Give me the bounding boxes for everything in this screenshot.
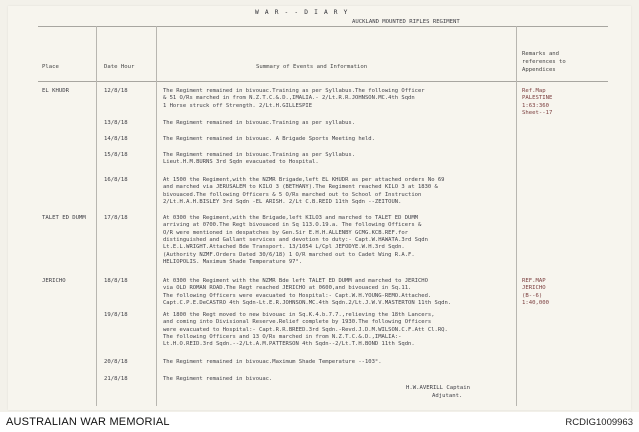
column-header-remarks-1: Remarks and: [522, 51, 560, 57]
entry-text-line: bivouaced.The following Officers & 5 O/Rs marched out to School of Instruction: [163, 191, 422, 198]
entry-date: 14/8/18: [104, 136, 128, 142]
header-rule-bottom: [38, 81, 608, 82]
column-divider-summary: [516, 26, 517, 406]
entry-text-line: Lt.E.L.WRIGHT.Attached Bde Transport. 13/1054 L/Cpl JEFODYE.W.H.3rd Sqdn.: [163, 244, 405, 251]
entry-date: 21/8/18: [104, 376, 128, 382]
entry-text-line: & 51 O/Rs marched in from N.Z.T.C.&.D.,IMALIA.- 2/Lt.R.R.JOHNSON.MC.4th Sqdn: [163, 95, 415, 102]
entry-remark: (B--6): [522, 292, 543, 299]
entry-date: 13/8/18: [104, 120, 128, 126]
entry-text-line: The Regiment remained in bivouac.: [163, 376, 273, 382]
entry-remark: 1:63:360: [522, 102, 549, 109]
entry-remark: Ref.Map: [522, 88, 546, 94]
signature-role: Adjutant.: [432, 393, 463, 399]
entry-text-line: The Regiment remained in bivouac.Maximum Shade Temperature --103°.: [163, 359, 382, 365]
entry-remark: Sheet--17: [522, 109, 553, 116]
entry-remark: PALESTINE: [522, 95, 553, 102]
entry-date: 12/8/18: [104, 88, 128, 94]
entry-text-line: via OLD ROMAN ROAD.The Regt reached JERICHO at 0600,and bivouaced in Sq.11.: [163, 285, 412, 292]
entry-text-line: At 0300 the Regiment with the NZMR Bde left TALET ED DUMM and marched to JERICHO: [163, 278, 428, 284]
entry-text-line: Lieut.H.M.BURNS 3rd Sqdn evacuated to Hospital.: [163, 159, 319, 166]
reference-id: RCDIG1009963: [565, 417, 633, 428]
entry-text-line: At 1800 the Regt moved to new bivouac in Sq.K.4.b.7.7.,relieving the 18th Lancers,: [163, 312, 435, 318]
entry-text-line: Lt.H.O.REID.3rd Sqdn.--2/Lt.A.M.PATTERSON 4th Sqdn--2/Lt.T.H.BOND 11th Sqdn.: [163, 341, 415, 348]
entry-text-line: The Regiment remained in bivouac. A Brigade Sports Meeting held.: [163, 136, 375, 142]
entry-text-line: HELIOPOLIS. Maximum Shade Temperature 97°.: [163, 258, 303, 265]
entry-text-line: The Regiment remained in bivouac.Training as per Syllabus.: [163, 152, 356, 158]
entry-text-line: were evacuated to Hospital:- Capt.R.R.BREED.3rd Sqdn.-Revd.J.D.M.WILSON.C.F.Att Cl.RQ.: [163, 326, 448, 333]
entry-text-line: arriving at 0700.The Regt bivouaced in Sq 113.O.19.a. The following Officers &: [163, 222, 422, 229]
signature-name: H.W.AVERILL Captain: [406, 385, 470, 391]
entry-text-line: and marched via JERUSALEM to KILO 3 (BETHANY).The Regiment reached KILO 3 at 1830 &: [163, 184, 438, 191]
archive-footer: [0, 412, 639, 432]
entry-text-line: The following Officers were evacuated to Hospital:- Capt.W.H.YOUNG-REMO.Attached.: [163, 292, 432, 299]
entry-place: EL KHUDR: [42, 88, 69, 94]
entry-date: 20/8/18: [104, 359, 128, 365]
entry-text-line: At 1500 the Regiment,with the NZMR Brigade,left EL KHUDR as per attached orders No 69: [163, 177, 445, 183]
column-header-remarks-2: references to: [522, 59, 566, 65]
entry-text-line: 2/Lt.H.A.H.BISLEY 3rd Sqdn -EL ARISH. 2/Lt C.B.REID 11th Sqdn --ZEITOUN.: [163, 198, 402, 205]
entry-date: 18/8/18: [104, 278, 128, 284]
entry-date: 19/8/18: [104, 312, 128, 318]
column-header-date: Date Hour: [104, 64, 135, 70]
column-divider-place: [96, 26, 97, 406]
entry-text-line: (Authority NZMF.Orders Dated 30/6/18) 1 O/R marched out to Cadet Wing R.A.F.: [163, 251, 415, 258]
entry-place: TALET ED DUMM: [42, 215, 86, 221]
entry-text-line: 1 Horse struck off Strength. 2/Lt.H.GILLESPIE: [163, 102, 313, 109]
entry-text-line: At 0300 the Regiment,with the Brigade,left KILO3 and marched to TALET ED DUMM: [163, 215, 418, 221]
entry-place: JERICHO: [42, 278, 66, 284]
entry-text-line: distinguished and Gallant services and devotion to duty:- Capt.W.HAWATA.3rd Sqdn: [163, 236, 428, 243]
header-rule-top: [38, 26, 608, 27]
diary-sheet: [8, 6, 631, 410]
entry-text-line: Capt.C.P.E.DeCASTRO 4th Sqdn-Lt.E.R.JOHNSON.MC.4th Sqdn.2/Lt.J.W.V.MASTERTON 11th Sqdn.: [163, 299, 452, 306]
entry-remark: JERICHO: [522, 285, 546, 292]
diary-title: W A R - - D I A R Y: [255, 9, 349, 16]
entry-remark: REF.MAP: [522, 278, 546, 284]
column-header-place: Place: [42, 64, 59, 70]
entry-text-line: O/R were mentioned in despatches by Gen.Sir E.H.H.ALLENBY GCMG.KCB.REF.for: [163, 229, 409, 236]
column-header-remarks-3: Appendices: [522, 67, 556, 73]
entry-date: 17/8/18: [104, 215, 128, 221]
unit-name: AUCKLAND MOUNTED RIFLES REGIMENT: [352, 19, 460, 25]
entry-date: 15/8/18: [104, 152, 128, 158]
entry-text-line: The following Officers and 13 O/Rs marched in from N.Z.T.C.&.D.,IMALIA:-: [163, 333, 402, 340]
entry-text-line: and coming into Divisional Reserve.Relief complete by 1930.The following Officers: [163, 319, 432, 326]
column-divider-date: [156, 26, 157, 406]
institution-label: AUSTRALIAN WAR MEMORIAL: [6, 416, 170, 428]
entry-text-line: The Regiment remained in bivouac.Training as per syllabus.: [163, 120, 356, 126]
entry-remark: 1:40,000: [522, 299, 549, 306]
column-header-summary: Summary of Events and Information: [256, 64, 368, 70]
entry-date: 16/8/18: [104, 177, 128, 183]
entry-text-line: The Regiment remained in bivouac.Training as per Syllabus.The following Officer: [163, 88, 425, 94]
